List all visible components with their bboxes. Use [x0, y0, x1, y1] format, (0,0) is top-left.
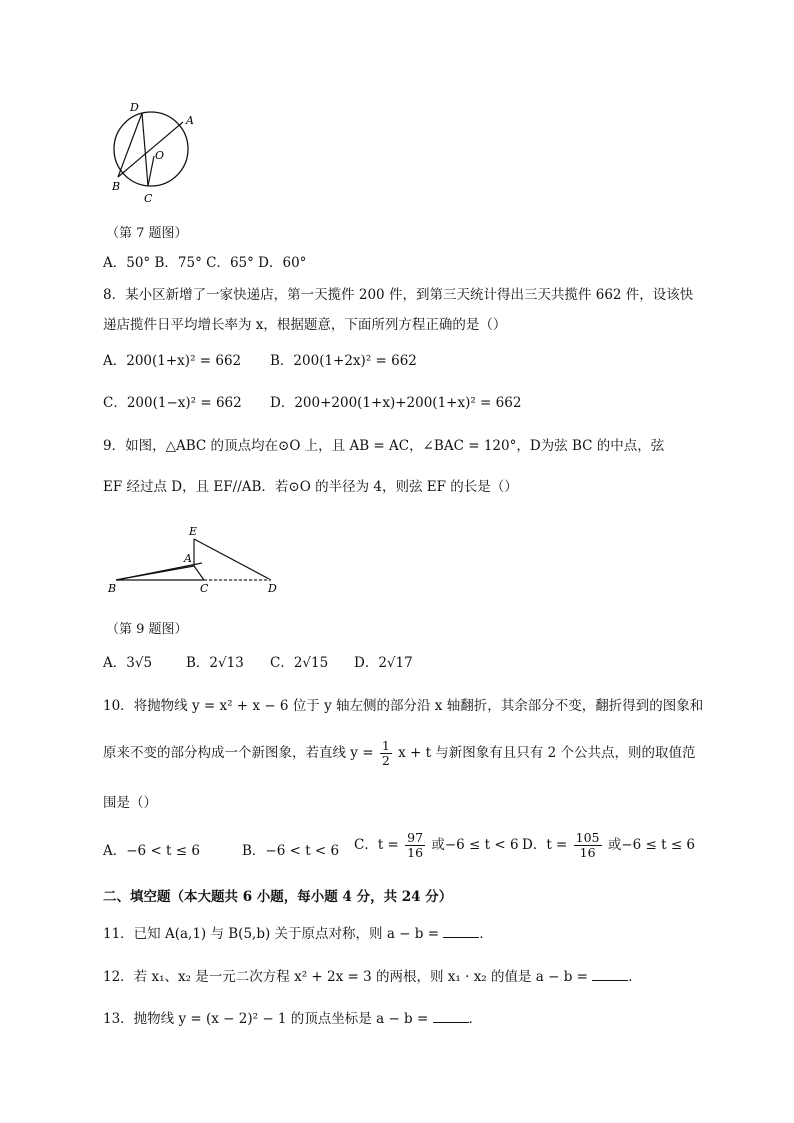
q9-stem-line-1: 9．如图，△ABC 的顶点均在⊙O 上，且 AB = AC，∠BAC = 120°，D为弦 BC 的中点，弦: [103, 438, 665, 454]
q8-stem-line-2: 递店揽件日平均增长率为 x，根据题意，下面所列方程正确的是（）: [103, 317, 507, 333]
q8-stem-line-1: 8．某小区新增了一家快递店，第一天揽件 200 件，到第三天统计得出三天共揽件 662 件，设该快: [103, 287, 694, 303]
q10-option-c-suffix: 或−6 ≤ t < 6: [431, 837, 519, 853]
q10-option-c-fraction: [405, 831, 425, 860]
q12-stem: 12．若 x₁、x₂ 是一元二次方程 x² + 2x = 3 的两根，则 x₁ · x₂ 的值是 a − b =: [103, 969, 588, 985]
q10-option-d-denominator: 16: [579, 845, 596, 860]
q10-line-2-prefix: 原来不变的部分构成一个新图象，若直线 y =: [103, 745, 374, 761]
q12-end-punct: ．: [628, 969, 642, 985]
q13-text: [103, 1010, 482, 1028]
fig9-label-a: A: [184, 552, 192, 565]
fig7-label-b: B: [112, 180, 121, 193]
q10-option-c-denominator: 16: [407, 845, 424, 860]
q10-fraction-denominator: 2: [381, 753, 390, 768]
q10-option-c: [354, 831, 519, 860]
q8-option-c: C．200(1−x)² = 662: [103, 395, 242, 411]
q10-option-d-numerator: 105: [575, 830, 600, 845]
section-2-heading: 二、填空题（本大题共 6 小题，每小题 4 分，共 24 分）: [103, 889, 453, 905]
q10-option-b: B．−6 < t < 6: [242, 843, 340, 859]
q9-option-c: C．2√15: [270, 655, 329, 671]
q10-option-a: A．−6 < t ≤ 6: [103, 843, 200, 859]
q11-end-punct: ．: [479, 926, 493, 942]
figure-7-circle-diagram: [104, 98, 204, 210]
figure-7-caption: （第 7 题图）: [106, 226, 188, 241]
fig7-label-a: A: [186, 114, 194, 127]
q11-text: [103, 925, 493, 943]
q13-end-punct: ．: [468, 1011, 483, 1027]
q8-option-b: B．200(1+2x)² = 662: [270, 353, 417, 369]
fig9-label-b: B: [108, 582, 117, 595]
q10-option-d-fraction: [574, 831, 602, 860]
q10-stem-line-1: 10．将抛物线 y = x² + x − 6 位于 y 轴左侧的部分沿 x 轴翻折，其余部分不变，翻折得到的图象和: [103, 698, 704, 714]
q10-option-d-prefix: D．t =: [522, 837, 568, 853]
fig7-label-o: O: [155, 149, 165, 162]
fig7-label-c: C: [144, 192, 153, 205]
fig7-label-d: D: [130, 101, 139, 114]
fig9-label-c: C: [200, 582, 209, 595]
q11-answer-blank[interactable]: [443, 925, 479, 938]
q10-stem-line-2: [103, 739, 695, 768]
q10-option-c-numerator: 97: [407, 830, 424, 845]
q10-stem-line-3: 围是（）: [103, 795, 157, 811]
q10-option-d: [522, 831, 695, 860]
q11-stem: 11．已知 A(a,1) 与 B(5,b) 关于原点对称，则 a − b =: [103, 926, 440, 942]
figure-9-caption: （第 9 题图）: [106, 622, 188, 637]
figure-9-triangle-diagram: [104, 522, 289, 596]
q10-line-2-suffix: x + t 与新图象有且只有 2 个公共点，则的取值范: [398, 745, 696, 761]
q12-answer-blank[interactable]: [592, 968, 628, 981]
q10-fraction: [380, 739, 392, 768]
q13-stem: 13．抛物线 y = (x − 2)² − 1 的顶点坐标是 a − b =: [103, 1011, 429, 1027]
q7-options: A．50° B．75° C．65° D．60°: [103, 255, 307, 271]
q10-fraction-numerator: 1: [381, 738, 390, 753]
q10-option-d-suffix: 或−6 ≤ t ≤ 6: [607, 837, 696, 853]
q8-option-a: A．200(1+x)² = 662: [103, 353, 242, 369]
q13-answer-blank[interactable]: [433, 1010, 469, 1023]
fig9-label-d: D: [268, 582, 277, 595]
q9-option-a: A．3√5: [103, 655, 153, 671]
q12-text: [103, 968, 642, 986]
q9-stem-line-2: EF 经过点 D，且 EF//AB．若⊙O 的半径为 4，则弦 EF 的长是（）: [103, 479, 518, 495]
q9-option-b: B．2√13: [186, 655, 244, 671]
q10-option-c-prefix: C．t =: [354, 837, 399, 853]
q9-option-d: D．2√17: [354, 655, 413, 671]
fig9-label-e: E: [189, 525, 198, 538]
q8-option-d: D．200+200(1+x)+200(1+x)² = 662: [270, 395, 522, 411]
